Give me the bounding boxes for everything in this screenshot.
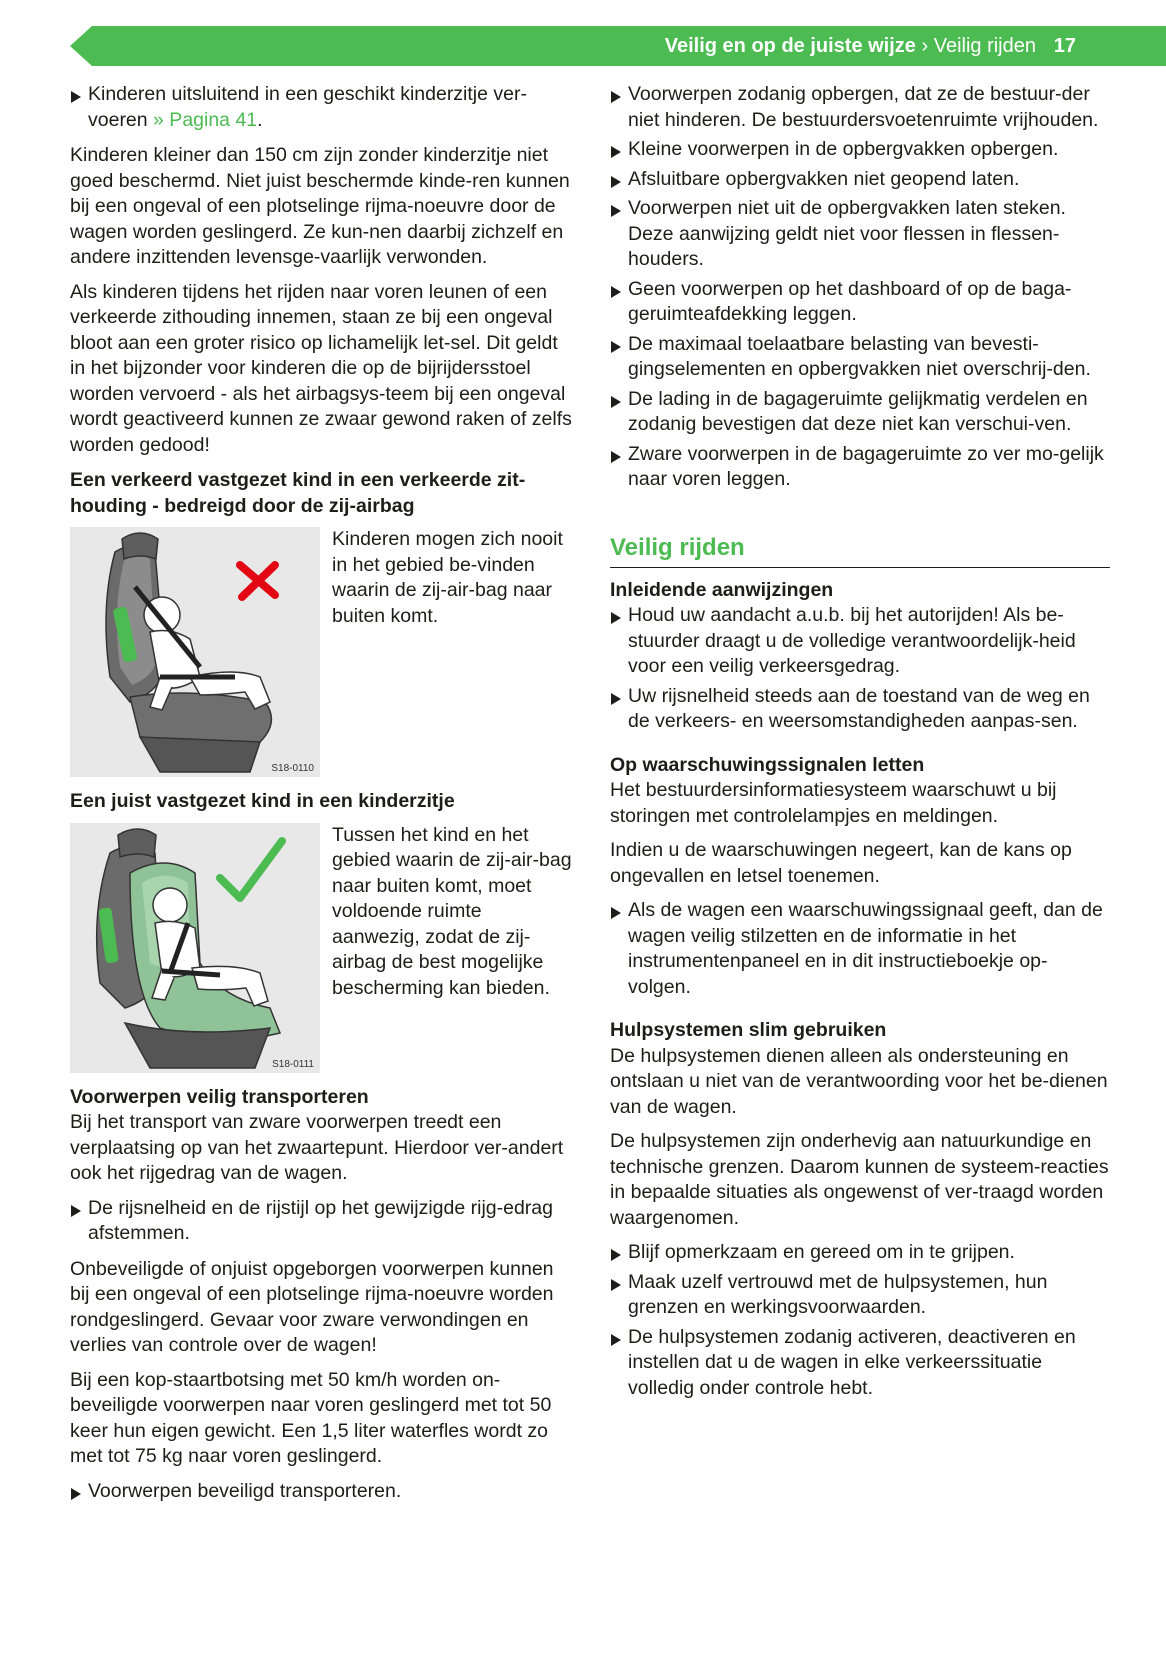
right-column bbox=[610, 82, 1110, 1405]
paragraph: Bij een kop-staartbotsing met 50 km/h worden on-beveiligde voorwerpen naar voren geslingerd met tot 50 keer hun eigen gewicht. Een 1,5 liter waterfles wordt zo met tot 75 kg naar voren geslingerd. bbox=[70, 1368, 552, 1467]
paragraph: De hulpsystemen zijn onderhevig aan natuurkundige en technische grenzen. Daarom kunnen de systeem-reacties in bepaalde situaties als ongewenst of ver-traagd worden waargenomen. bbox=[610, 1130, 1109, 1229]
child-seat-illustration bbox=[70, 823, 320, 1073]
list-item: De rijsnelheid en de rijstijl op het gewijzigde rijg-edrag afstemmen. bbox=[70, 1196, 572, 1247]
list-item: De lading in de bagageruimte gelijkmatig verdelen en zodanig bevestigen dat deze niet kan verschui-ven. bbox=[610, 387, 1110, 438]
subsection-heading: Voorwerpen veilig transporteren bbox=[70, 1085, 369, 1108]
list-item: Maak uzelf vertrouwd met de hulpsystemen, hun grenzen en werkingsvoorwaarden. bbox=[610, 1270, 1110, 1321]
header-section: Veilig rijden bbox=[933, 35, 1036, 57]
list-item: Voorwerpen niet uit de opbergvakken laten steken. Deze aanwijzing geldt niet voor flessen in flessen-houders. bbox=[610, 196, 1110, 273]
figure-heading: Een verkeerd vastgezet kind in een verkeerde zit-houding - bedreigd door de zij-airbag bbox=[70, 469, 526, 517]
paragraph: De hulpsystemen dienen alleen als ondersteuning en ontslaan u niet van de verantwoording voor het be-dienen van de wagen. bbox=[610, 1044, 1108, 1118]
list-item: Zware voorwerpen in de bagageruimte zo ver mo-gelijk naar voren leggen. bbox=[610, 442, 1110, 493]
page-number: 17 bbox=[1053, 35, 1076, 57]
figure-caption: Tussen het kind en het gebied waarin de zij-air-bag naar buiten komt, moet voldoende ruimte aanwezig, zodat de zij-airbag de best mogelijke bescherming kan bieden. bbox=[332, 823, 572, 999]
figure-wrong-position bbox=[70, 527, 320, 777]
header-chapter: Veilig en op de juiste wijze bbox=[664, 35, 916, 57]
figure-code: S18-0110 bbox=[271, 763, 314, 774]
figure-heading: Een juist vastgezet kind in een kinderzitje bbox=[70, 790, 455, 812]
figure-code: S18-0111 bbox=[272, 1058, 314, 1070]
header-separator: › bbox=[915, 35, 934, 57]
list-item: Blijf opmerkzaam en gereed om in te grijpen. bbox=[610, 1240, 1110, 1266]
figure-correct-position bbox=[70, 823, 320, 1073]
paragraph: Bij het transport van zware voorwerpen treedt een verplaatsing op van het zwaartepunt. Hierdoor ver-andert ook het rijgedrag van de wagen. bbox=[70, 1111, 564, 1184]
check-icon bbox=[220, 841, 282, 898]
bullet-end: . bbox=[257, 108, 263, 131]
list-item: Geen voorwerpen op het dashboard of op de baga-geruimteafdekking leggen. bbox=[610, 277, 1110, 328]
paragraph: Onbeveiligde of onjuist opgeborgen voorwerpen kunnen bij een ongeval of een plotselinge rijma-noeuvre worden rondgeslingerd. Gevaar voor zware verwondingen en verlies van controle over de wagen! bbox=[70, 1257, 554, 1356]
bullet-text: Kinderen uitsluitend in een geschikt kinderzitje ver-voeren bbox=[88, 83, 527, 131]
header-breadcrumb bbox=[665, 33, 1036, 59]
list-item: Voorwerpen zodanig opbergen, dat ze de bestuur-der niet hinderen. De bestuurdersvoetenruimte vrijhouden. bbox=[610, 82, 1110, 133]
paragraph: Kinderen kleiner dan 150 cm zijn zonder kinderzitje niet goed beschermd. Niet juist beschermde kinde-ren kunnen bij een ongeval of een plotselinge rijma-noeuvre door de wagen worden geslingerd. Ze kun-nen daarbij zichzelf en andere inzittenden levensge-vaarlijk verwonden. bbox=[70, 144, 570, 268]
section-title: Veilig rijden bbox=[610, 533, 1110, 568]
list-item: Voorwerpen beveiligd transporteren. bbox=[70, 1479, 572, 1505]
list-item: De maximaal toelaatbare belasting van bevesti-gingselementen en opbergvakken niet overschrij-den. bbox=[610, 332, 1110, 383]
subsection-heading: Hulpsystemen slim gebruiken bbox=[610, 1019, 887, 1041]
figure-row bbox=[70, 527, 572, 777]
list-item: Als de wagen een waarschuwingssignaal geeft, dan de wagen veilig stilzetten en de informatie in het instrumentenpaneel en in dit instructieboekje op-volgen. bbox=[610, 898, 1110, 1000]
list-item: Uw rijsnelheid steeds aan de toestand van de weg en de verkeers- en weersomstandigheden aanpas-sen. bbox=[610, 684, 1110, 735]
list-item: Houd uw aandacht a.u.b. bij het autorijden! Als be-stuurder draagt u de volledige verantwoordelijk-heid voor een veilig verkeersgedrag. bbox=[610, 603, 1110, 680]
paragraph: Als kinderen tijdens het rijden naar voren leunen of een verkeerde zithouding innemen, staan ze bij een ongeval bloot aan een groter risico op lichamelijk let-sel. Dit geldt in het bijzonder voor kinderen die op de bijrijdersstoel worden vervoerd - als het airbagsys-teem bij een ongeval wordt geactiveerd kunnen ze zwaar gewond raken of zelfs worden gedood! bbox=[70, 280, 572, 456]
figure-row bbox=[70, 823, 572, 1073]
subsection-heading: Inleidende aanwijzingen bbox=[610, 578, 834, 601]
cross-icon bbox=[240, 565, 275, 597]
seat-illustration bbox=[70, 527, 320, 777]
list-item: Afsluitbare opbergvakken niet geopend laten. bbox=[610, 167, 1110, 193]
paragraph: Het bestuurdersinformatiesysteem waarschuwt u bij storingen met controlelampjes en meldingen. bbox=[610, 779, 1057, 827]
list-item bbox=[70, 82, 572, 133]
list-item: De hulpsystemen zodanig activeren, deactiveren en instellen dat u de wagen in elke verkeerssituatie volledig onder controle hebt. bbox=[610, 1325, 1110, 1402]
subsection-heading: Op waarschuwingssignalen letten bbox=[610, 753, 925, 776]
left-column bbox=[70, 82, 572, 1508]
paragraph: Indien u de waarschuwingen negeert, kan de kans op ongevallen en letsel toenemen. bbox=[610, 839, 1072, 887]
figure-caption: Kinderen mogen zich nooit in het gebied be-vinden waarin de zij-air-bag naar buiten komt. bbox=[332, 528, 563, 627]
list-item: Kleine voorwerpen in de opbergvakken opbergen. bbox=[610, 137, 1110, 163]
page-link[interactable]: » Pagina 41 bbox=[153, 108, 258, 131]
